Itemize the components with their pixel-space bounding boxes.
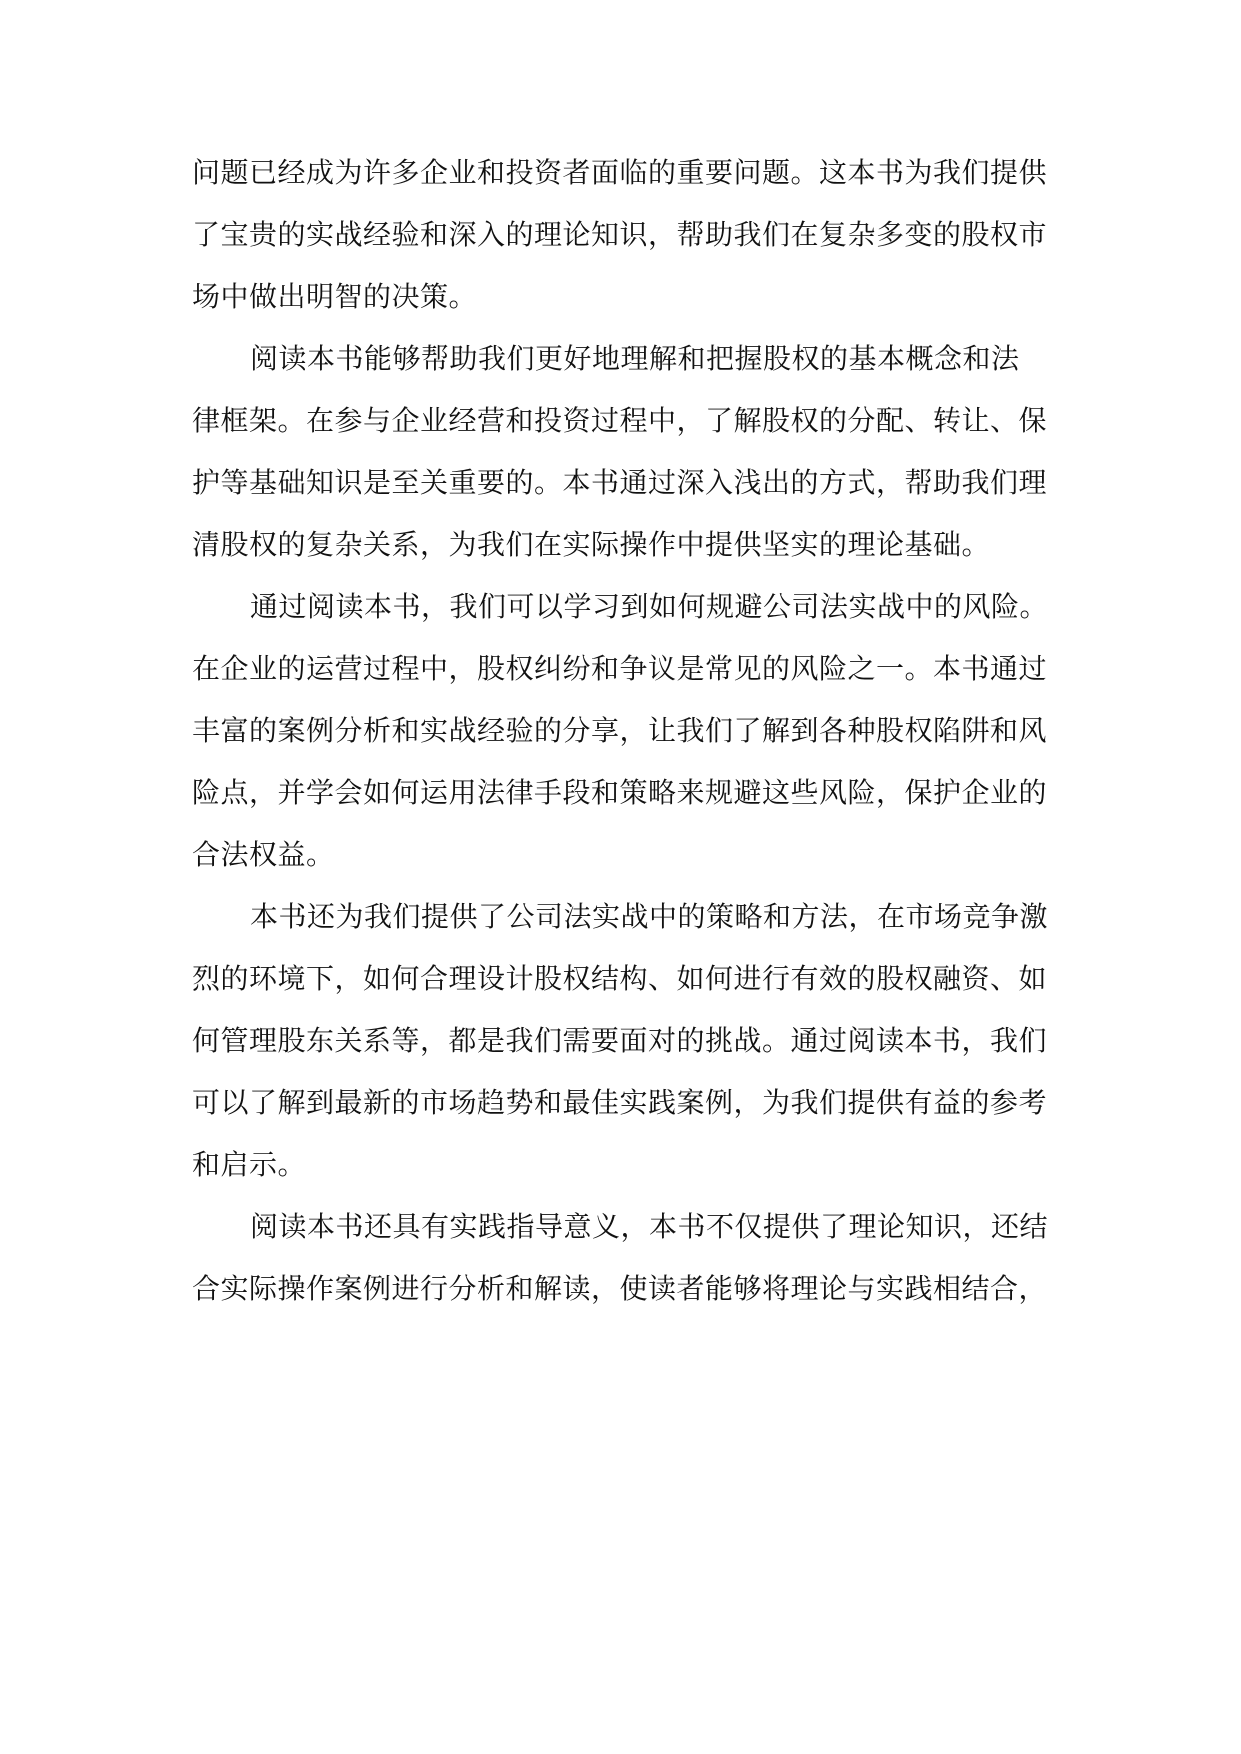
paragraph-3 [192,576,1054,886]
text-line: 险点，并学会如何运用法律手段和策略来规避这些风险，保护企业的 [192,776,1048,809]
text-line: 律框架。在参与企业经营和投资过程中，了解股权的分配、转让、保 [192,404,1048,437]
text-line: 通过阅读本书，我们可以学习到如何规避公司法实战中的风险。 [250,590,1049,623]
text-line: 了宝贵的实战经验和深入的理论知识，帮助我们在复杂多变的股权市 [192,218,1048,251]
text-line: 护等基础知识是至关重要的。本书通过深入浅出的方式，帮助我们理 [192,466,1048,499]
paragraph-1 [192,142,1054,328]
text-line: 在企业的运营过程中，股权纠纷和争议是常见的风险之一。本书通过 [192,652,1048,685]
text-line: 可以了解到最新的市场趋势和最佳实践案例，为我们提供有益的参考 [192,1086,1048,1119]
text-line: 丰富的案例分析和实战经验的分享，让我们了解到各种股权陷阱和风 [192,714,1048,747]
text-line: 和启示。 [192,1148,307,1181]
text-line: 清股权的复杂关系，为我们在实际操作中提供坚实的理论基础。 [192,528,991,561]
text-line: 问题已经成为许多企业和投资者面临的重要问题。这本书为我们提供 [192,156,1048,189]
text-line: 本书还为我们提供了公司法实战中的策略和方法，在市场竞争激 [250,900,1049,933]
text-line: 烈的环境下，如何合理设计股权结构、如何进行有效的股权融资、如 [192,962,1048,995]
text-line: 合实际操作案例进行分析和解读，使读者能够将理论与实践相结合， [192,1272,1048,1305]
paragraph-4 [192,886,1054,1196]
text-line: 合法权益。 [192,838,335,871]
paragraph-2 [192,328,1054,576]
text-line: 场中做出明智的决策。 [192,280,478,313]
paragraph-5 [192,1196,1054,1320]
body-text [192,142,1054,1320]
text-line: 何管理股东关系等，都是我们需要面对的挑战。通过阅读本书，我们 [192,1024,1048,1057]
text-line: 阅读本书能够帮助我们更好地理解和把握股权的基本概念和法 [250,342,1020,375]
text-line: 阅读本书还具有实践指导意义，本书不仅提供了理论知识，还结 [250,1210,1049,1243]
